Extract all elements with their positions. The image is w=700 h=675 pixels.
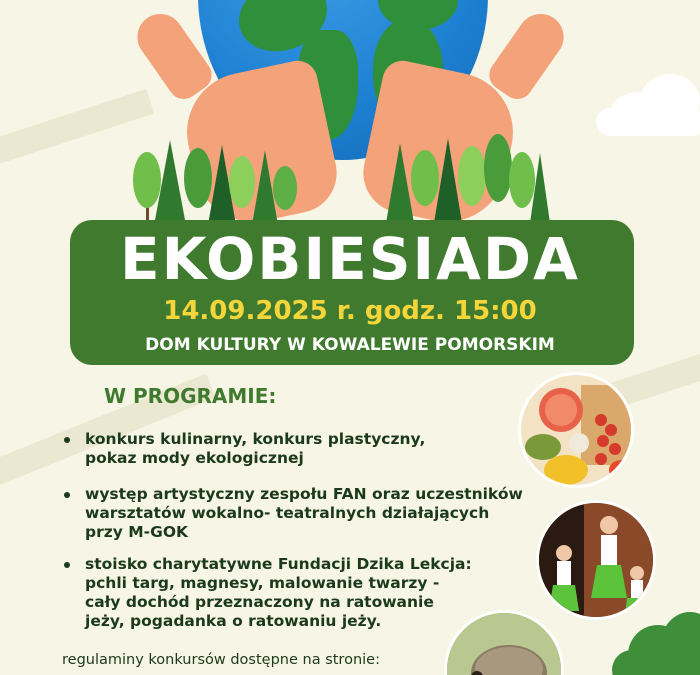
vegetables-photo — [518, 372, 634, 488]
event-venue: DOM KULTURY W KOWALEWIE POMORSKIM — [145, 335, 555, 355]
trees-icon — [380, 128, 550, 228]
bullet-icon — [64, 562, 70, 568]
trees-icon — [130, 130, 300, 230]
event-date-time: 14.09.2025 r. godz. 15:00 — [163, 296, 537, 326]
program-item-text: występ artystyczny zespołu FAN oraz uczestników warsztatów wokalno- teatralnych działających przy M-GOK — [85, 485, 523, 541]
rules-note: regulaminy konkursów dostępne na stronie: — [62, 652, 380, 668]
program-heading: W PROGRAMIE: — [104, 384, 277, 408]
event-title: EKOBIESIADA — [120, 225, 580, 293]
bullet-icon — [64, 492, 70, 498]
bullet-icon — [64, 437, 70, 443]
program-item-text: stoisko charytatywne Fundacji Dzika Lekcja: pchli targ, magnesy, malowanie twarzy - cały dochód przeznaczony na ratowanie jeży, pogadanka o ratowaniu jeży. — [85, 555, 472, 630]
girls-singing-photo — [536, 500, 656, 620]
program-item-text: konkurs kulinarny, konkurs plastyczny, pokaz mody ekologicznej — [85, 430, 426, 467]
